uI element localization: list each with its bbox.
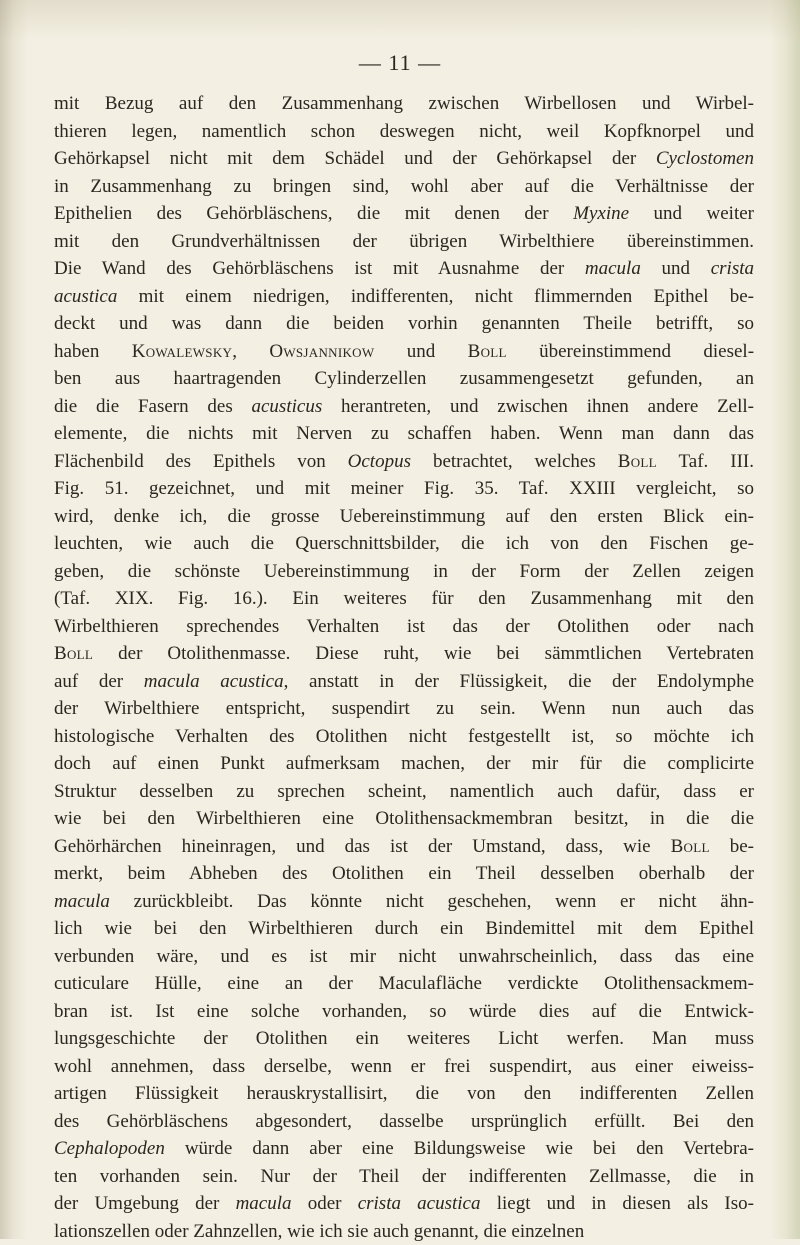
- text-line: [54, 860, 754, 888]
- text-run: herantreten, und zwischen ihnen andere Zell-: [322, 396, 754, 417]
- text-run: mit einem niedrigen, indifferenten, nicht flimmernden Epithel be-: [117, 286, 754, 307]
- scan-shadow-top: [0, 0, 800, 40]
- text-run: be-: [710, 836, 754, 857]
- author-name: Kowalewsky: [132, 341, 233, 362]
- text-run: cuticulare Hülle, eine an der Maculafläche verdickte Otolithensackmem-: [54, 973, 754, 994]
- scan-shadow-left: [0, 0, 28, 1239]
- text-run: übereinstimmend diesel-: [507, 341, 754, 362]
- text-line: [54, 1108, 754, 1136]
- text-line: [54, 943, 754, 971]
- text-line: [54, 1135, 754, 1163]
- text-line: [54, 668, 754, 696]
- text-run: mit den Grundverhältnissen der übrigen Wirbelthiere übereinstimmen.: [54, 231, 754, 252]
- text-line: [54, 998, 754, 1026]
- text-line: [54, 833, 754, 861]
- text-run: lationszellen oder Zahnzellen, wie ich sie auch genannt, die einzelnen: [54, 1221, 584, 1242]
- italic-term: macula: [236, 1193, 292, 1214]
- text-run: würde dann aber eine Bildungsweise wie bei den Vertebra-: [165, 1138, 754, 1159]
- text-run: zurückbleibt. Das könnte nicht geschehen, wenn er nicht ähn-: [110, 891, 754, 912]
- text-line: [54, 448, 754, 476]
- text-run: auf der: [54, 671, 144, 692]
- italic-term: Cephalopoden: [54, 1138, 165, 1159]
- text-run: histologische Verhalten des Otolithen nicht festgestellt ist, so möchte ich: [54, 726, 754, 747]
- text-run: doch auf einen Punkt aufmerksam machen, der mir für die complicirte: [54, 753, 754, 774]
- text-line: [54, 503, 754, 531]
- text-line: [54, 338, 754, 366]
- text-run: in Zusammenhang zu bringen sind, wohl aber auf die Verhältnisse der: [54, 176, 754, 197]
- text-line: [54, 118, 754, 146]
- text-line: [54, 640, 754, 668]
- text-line: [54, 475, 754, 503]
- text-run: mit Bezug auf den Zusammenhang zwischen Wirbellosen und Wirbel-: [54, 93, 754, 114]
- text-run: der Wirbelthiere entspricht, suspendirt zu sein. Wenn nun auch das: [54, 698, 754, 719]
- text-line: [54, 585, 754, 613]
- text-run: elemente, die nichts mit Nerven zu schaffen haben. Wenn man dann das: [54, 423, 754, 444]
- text-line: [54, 283, 754, 311]
- italic-term: macula acustica: [144, 671, 284, 692]
- text-run: ben aus haartragenden Cylinderzellen zusammengesetzt gefunden, an: [54, 368, 754, 389]
- text-line: [54, 393, 754, 421]
- text-line: [54, 1190, 754, 1218]
- text-run: Epithelien des Gehörbläschens, die mit denen der: [54, 203, 573, 224]
- text-run: wie bei den Wirbelthieren eine Otolithensackmembran besitzt, in die die: [54, 808, 754, 829]
- text-run: deckt und was dann die beiden vorhin genannten Theile betrifft, so: [54, 313, 754, 334]
- text-run: ,: [232, 341, 269, 362]
- text-line: [54, 1080, 754, 1108]
- text-line: [54, 255, 754, 283]
- text-line: [54, 310, 754, 338]
- italic-term: crista: [711, 258, 754, 279]
- text-line: [54, 90, 754, 118]
- scan-shadow-right: [770, 0, 800, 1239]
- italic-term: Octopus: [348, 451, 411, 472]
- text-line: [54, 1053, 754, 1081]
- text-run: Flächenbild des Epithels von: [54, 451, 348, 472]
- text-line: [54, 778, 754, 806]
- text-run: artigen Flüssigkeit herauskrystallisirt, die von den indifferenten Zellen: [54, 1083, 754, 1104]
- text-line: [54, 145, 754, 173]
- author-name: Boll: [618, 451, 657, 472]
- text-run: wohl annehmen, dass derselbe, wenn er frei suspendirt, aus einer eiweiss-: [54, 1056, 754, 1077]
- text-run: und: [641, 258, 711, 279]
- text-run: , anstatt in der Flüssigkeit, die der Endolymphe: [284, 671, 754, 692]
- author-name: Boll: [468, 341, 507, 362]
- text-line: [54, 613, 754, 641]
- text-run: lungsgeschichte der Otolithen ein weiteres Licht werfen. Man muss: [54, 1028, 754, 1049]
- text-run: (Taf. XIX. Fig. 16.). Ein weiteres für den Zusammenhang mit den: [54, 588, 754, 609]
- text-run: der Otolithenmasse. Diese ruht, wie bei sämmtlichen Vertebraten: [93, 643, 754, 664]
- author-name: Boll: [671, 836, 710, 857]
- text-run: lich wie bei den Wirbelthieren durch ein Bindemittel mit dem Epithel: [54, 918, 754, 939]
- text-run: liegt und in diesen als Iso-: [481, 1193, 754, 1214]
- text-run: Wirbelthieren sprechendes Verhalten ist das der Otolithen oder nach: [54, 616, 754, 637]
- text-line: [54, 558, 754, 586]
- text-run: wird, denke ich, die grosse Uebereinstimmung auf den ersten Blick ein-: [54, 506, 754, 527]
- text-run: des Gehörbläschens abgesondert, dasselbe ursprünglich erfüllt. Bei den: [54, 1111, 754, 1132]
- text-run: betrachtet, welches: [411, 451, 618, 472]
- italic-term: Cyclostomen: [656, 148, 754, 169]
- italic-term: acusticus: [252, 396, 323, 417]
- text-line: [54, 530, 754, 558]
- text-run: geben, die schönste Uebereinstimmung in der Form der Zellen zeigen: [54, 561, 754, 582]
- page-number: — 11 —: [0, 50, 800, 76]
- text-run: oder: [292, 1193, 358, 1214]
- author-name: Boll: [54, 643, 93, 664]
- italic-term: macula: [585, 258, 641, 279]
- text-run: Gehörkapsel nicht mit dem Schädel und der Gehörkapsel der: [54, 148, 656, 169]
- text-run: Struktur desselben zu sprechen scheint, namentlich auch dafür, dass er: [54, 781, 754, 802]
- text-line: [54, 805, 754, 833]
- text-line: [54, 970, 754, 998]
- text-line: [54, 200, 754, 228]
- text-line: [54, 420, 754, 448]
- text-run: und: [374, 341, 467, 362]
- text-line: [54, 915, 754, 943]
- text-run: haben: [54, 341, 132, 362]
- italic-term: macula: [54, 891, 110, 912]
- text-run: thieren legen, namentlich schon deswegen nicht, weil Kopfknorpel und: [54, 121, 754, 142]
- italic-term: acustica: [54, 286, 117, 307]
- text-line: [54, 1163, 754, 1191]
- text-run: die die Fasern des: [54, 396, 252, 417]
- text-line: [54, 723, 754, 751]
- text-run: verbunden wäre, und es ist mir nicht unwahrscheinlich, dass das eine: [54, 946, 754, 967]
- text-run: der Umgebung der: [54, 1193, 236, 1214]
- text-run: Taf. III.: [657, 451, 754, 472]
- italic-term: crista acustica: [358, 1193, 481, 1214]
- italic-term: Myxine: [573, 203, 629, 224]
- text-run: ten vorhanden sein. Nur der Theil der indifferenten Zellmasse, die in: [54, 1166, 754, 1187]
- text-run: bran ist. Ist eine solche vorhanden, so würde dies auf die Entwick-: [54, 1001, 754, 1022]
- text-run: Fig. 51. gezeichnet, und mit meiner Fig. 35. Taf. XXIII vergleicht, so: [54, 478, 754, 499]
- text-line: [54, 1218, 754, 1245]
- text-run: leuchten, wie auch die Querschnittsbilder, die ich von den Fischen ge-: [54, 533, 754, 554]
- text-run: und weiter: [629, 203, 754, 224]
- text-line: [54, 695, 754, 723]
- text-line: [54, 365, 754, 393]
- text-line: [54, 173, 754, 201]
- author-name: Owsjannikow: [269, 341, 374, 362]
- text-line: [54, 1025, 754, 1053]
- text-run: Die Wand des Gehörbläschens ist mit Ausnahme der: [54, 258, 585, 279]
- text-run: merkt, beim Abheben des Otolithen ein Theil desselben oberhalb der: [54, 863, 754, 884]
- body-text: [54, 90, 754, 1245]
- text-line: [54, 228, 754, 256]
- text-run: Gehörhärchen hineinragen, und das ist der Umstand, dass, wie: [54, 836, 671, 857]
- text-line: [54, 750, 754, 778]
- text-line: [54, 888, 754, 916]
